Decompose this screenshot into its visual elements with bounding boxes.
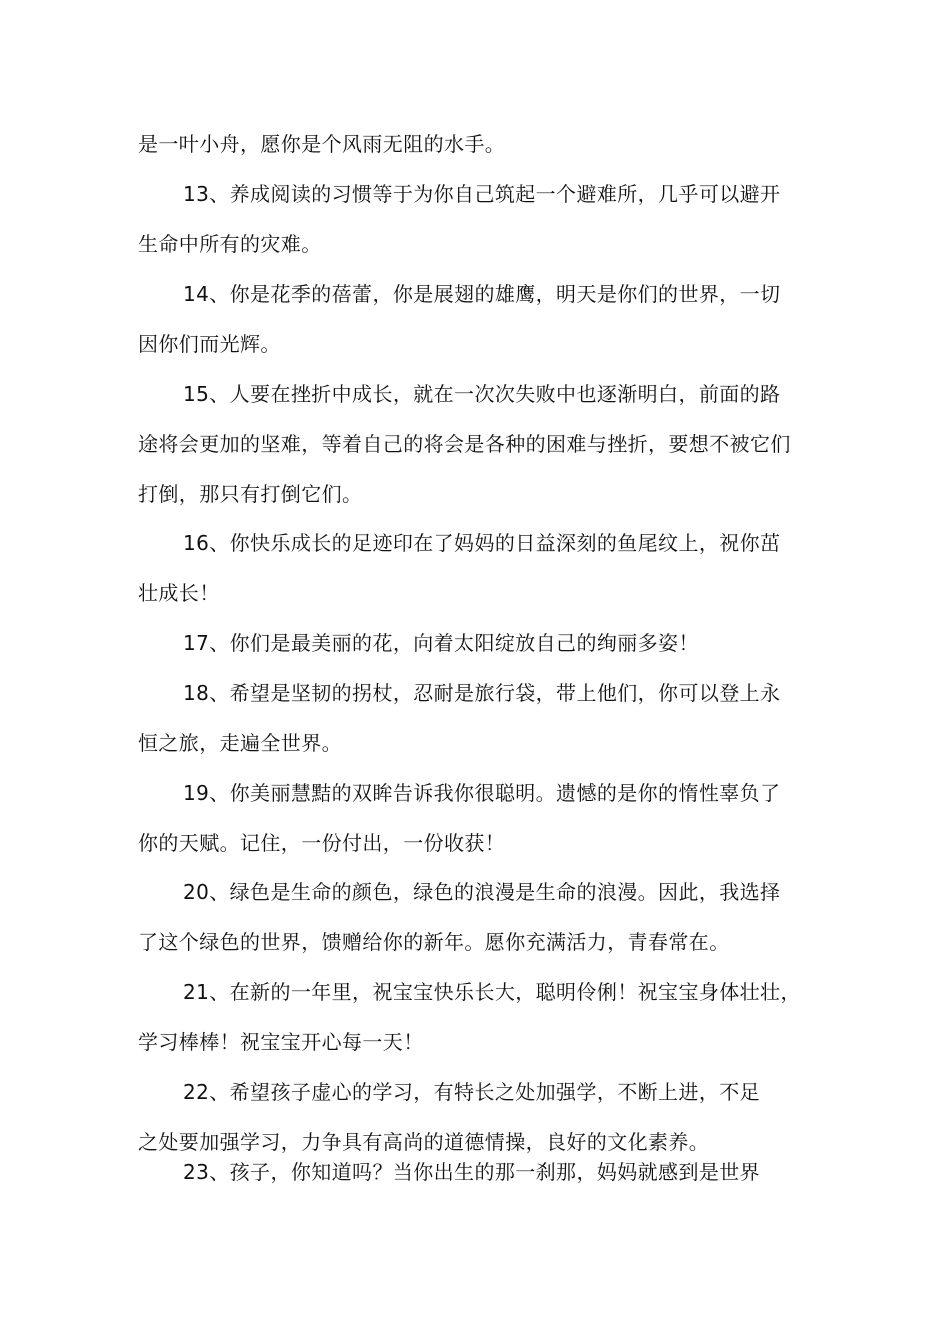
text-line-2: 13、养成阅读的习惯等于为你自己筑起一个避难所，几乎可以避开 bbox=[183, 182, 781, 206]
text-line-1: 是一叶小舟，愿你是个风雨无阻的水手。 bbox=[138, 132, 506, 156]
text-line-4: 14、你是花季的蓓蕾，你是展翅的雄鹰，明天是你们的世界，一切 bbox=[183, 282, 781, 306]
text-line-16: 20、绿色是生命的颜色，绿色的浪漫是生命的浪漫。因此，我选择 bbox=[183, 880, 781, 904]
text-line-9: 16、你快乐成长的足迹印在了妈妈的日益深刻的鱼尾纹上，祝你茁 bbox=[183, 531, 781, 555]
text-line-3: 生命中所有的灾难。 bbox=[138, 232, 322, 256]
text-line-15: 你的天赋。记住，一份付出，一份收获！ bbox=[138, 831, 506, 855]
text-line-22: 23、孩子，你知道吗？当你出生的那一刹那，妈妈就感到是世界 bbox=[183, 1160, 761, 1184]
text-line-18: 21、在新的一年里，祝宝宝快乐长大，聪明伶俐！祝宝宝身体壮壮， bbox=[183, 980, 801, 1004]
text-line-21: 之处要加强学习，力争具有高尚的道德情操，良好的文化素养。 bbox=[138, 1130, 710, 1154]
text-line-7: 途将会更加的坚难，等着自己的将会是各种的困难与挫折，要想不被它们 bbox=[138, 432, 791, 456]
text-line-20: 22、希望孩子虚心的学习，有特长之处加强学，不断上进，不足 bbox=[183, 1080, 761, 1104]
text-line-17: 了这个绿色的世界，馈赠给你的新年。愿你充满活力，青春常在。 bbox=[138, 930, 730, 954]
text-line-19: 学习棒棒！祝宝宝开心每一天！ bbox=[138, 1030, 424, 1054]
text-line-8: 打倒，那只有打倒它们。 bbox=[138, 482, 363, 506]
text-line-5: 因你们而光辉。 bbox=[138, 332, 281, 356]
text-line-10: 壮成长！ bbox=[138, 581, 220, 605]
text-line-11: 17、你们是最美丽的花，向着太阳绽放自己的绚丽多姿！ bbox=[183, 631, 699, 655]
text-line-12: 18、希望是坚韧的拐杖，忍耐是旅行袋，带上他们，你可以登上永 bbox=[183, 681, 781, 705]
text-line-6: 15、人要在挫折中成长，就在一次次失败中也逐渐明白，前面的路 bbox=[183, 382, 781, 406]
text-line-13: 恒之旅，走遍全世界。 bbox=[138, 731, 342, 755]
text-line-14: 19、你美丽慧黠的双眸告诉我你很聪明。遗憾的是你的惰性辜负了 bbox=[183, 781, 781, 805]
